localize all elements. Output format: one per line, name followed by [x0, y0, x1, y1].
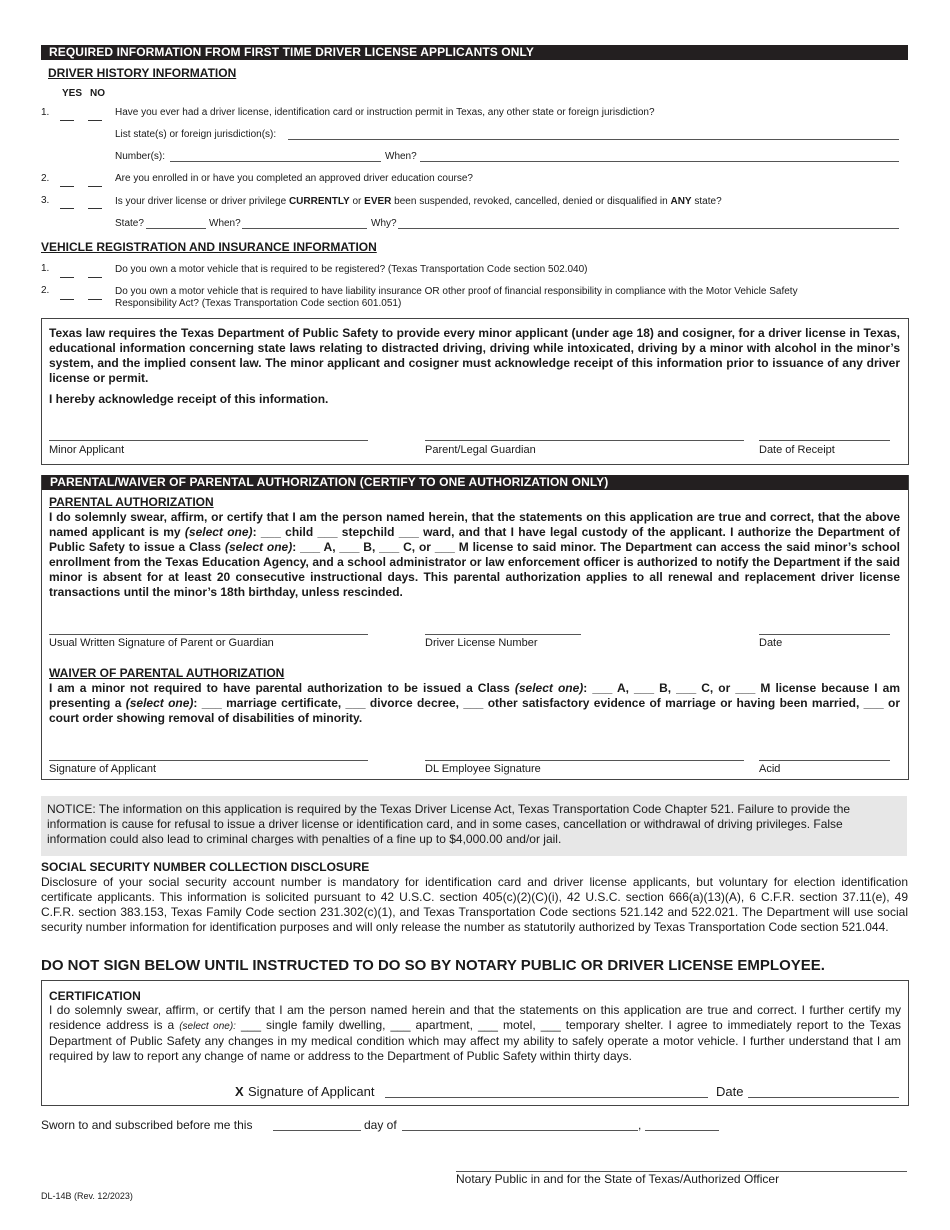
parental-title: PARENTAL AUTHORIZATION [49, 495, 214, 509]
no-header: NO [90, 88, 105, 99]
parent-sig-line[interactable] [49, 634, 368, 635]
parent-date-label: Date [759, 637, 783, 649]
dh-q2-yes[interactable] [60, 176, 74, 187]
waiver-title: WAIVER OF PARENTAL AUTHORIZATION [49, 666, 285, 680]
dh-q3-no[interactable] [88, 198, 102, 209]
dl-employee-sig-line[interactable] [425, 760, 744, 761]
dh-q1-text: Have you ever had a driver license, identification card or instruction permit in Texas, any other state or foreign jurisdiction? [115, 107, 655, 118]
dh-q3-state-field[interactable] [146, 228, 206, 229]
parental-bar: PARENTAL/WAIVER OF PARENTAL AUTHORIZATION (CERTIFY TO ONE AUTHORIZATION ONLY) [42, 475, 908, 490]
minor-law-text: Texas law requires the Texas Department of Public Safety to provide every minor applicant (under age 18) and cosigner, for a driver license in Texas, educational information concerning state laws relating to distracted driving, driving while intoxicated, driving by a minor with alcohol in the minor’s system, and the implied consent law. The minor applicant and cosigner must acknowledge receipt of this information prior to issuance of any driver license or permit. [49, 326, 900, 385]
ssn-title: SOCIAL SECURITY NUMBER COLLECTION DISCLOSURE [41, 860, 370, 874]
dh-q3-number: 3. [41, 195, 50, 206]
notice-text: NOTICE: The information on this application is required by the Texas Driver License Act, Texas Transportation Code Chapter 521. Failure to provide the information is cause for refusal to issue a driver license or identification card, and in some cases, cancellation or withdrawal of driving privileges. False information could also lead to criminal charges with penalties of a fine up to $4,000.00 and/or jail. [47, 802, 851, 846]
dh-q3-why-label: Why? [371, 218, 397, 229]
dh-q1-when-field[interactable] [420, 161, 899, 162]
dh-q3-yes[interactable] [60, 198, 74, 209]
do-not-sign-warning: DO NOT SIGN BELOW UNTIL INSTRUCTED TO DO SO BY NOTARY PUBLIC OR DRIVER LICENSE EMPLOYEE. [41, 957, 825, 974]
receipt-date-line[interactable] [759, 440, 890, 441]
sworn-comma: , [638, 1118, 642, 1132]
dh-q1-when-label: When? [385, 151, 417, 162]
veh-q1-no[interactable] [88, 267, 102, 278]
dh-q1-number-field[interactable] [170, 161, 381, 162]
guardian-sig-line[interactable] [425, 440, 744, 441]
notary-label: Notary Public in and for the State of Texas/Authorized Officer [456, 1172, 780, 1186]
cert-sig-line[interactable] [385, 1097, 708, 1098]
veh-q2-text: Do you own a motor vehicle that is required to have liability insurance OR other proof of financial responsibility in compliance with the Motor Vehicle Safety Responsibility Act? (Texas Transportation Code section 601.051) [115, 286, 798, 309]
sworn-text: Sworn to and subscribed before me this [41, 1118, 253, 1132]
waiver-text: I am a minor not required to have parental authorization to be issued a Class (select one): ___ A, ___ B, ___ C, or ___ M license because I am presenting a (select one): ___ marriage certificate, ___ divorce decree, ___ other satisfactory evidence of marriage or having been married, ___ or court order showing removal of disabilities of minority. [49, 681, 900, 725]
dh-q3-when-field[interactable] [242, 228, 367, 229]
guardian-label: Parent/Legal Guardian [425, 444, 536, 456]
receipt-date-label: Date of Receipt [759, 444, 835, 456]
veh-q1-number: 1. [41, 263, 50, 274]
minor-ack-text: I hereby acknowledge receipt of this information. [49, 392, 329, 406]
dh-q1-number: 1. [41, 107, 50, 118]
ssn-text: Disclosure of your social security account number is mandatory for identification card and driver license applicants, but voluntary for election identification certificate applicants. This information is solicited pursuant to 42 U.S.C. section 405(c)(2)(C)(i), 42 U.S.C. section 666(a)(13)(A), 6 C.F.R. section 37.11(e), 49 C.F.R. section 383.153, Texas Family Code section 231.302(c)(1), and Texas Transportation Code sections 521.142 and 522.021. The Department will use social security number information for identification purposes and will only release the number as statutorily authorized by Texas Transportation Code section 521.044. [41, 875, 908, 934]
parental-text: I do solemnly swear, affirm, or certify that I am the person named herein, that the statements on this application are true and correct, that the above named applicant is my (select one): ___ child ___ stepchild ___ ward, and that I have legal custody of the applicant. I authorize the Department of Public Safety to issue a Class (select one): ___ A, ___ B, ___ C, or ___ M license to said minor. The Department can access the said minor’s school enrollment from the Texas Education Agency, and a school administrator or law enforcement officer is authorized to notify the Department if the said minor is absent for at least 20 consecutive instructional days. This parental authorization applies to all renewal and replacement driver license transactions until the minor’s 18th birthday, unless rescinded. [49, 510, 901, 599]
parent-sig-label: Usual Written Signature of Parent or Guardian [49, 637, 274, 649]
vehicle-title: VEHICLE REGISTRATION AND INSURANCE INFORMATION [41, 240, 377, 254]
dh-q1-no[interactable] [88, 110, 102, 121]
certification-text: I do solemnly swear, affirm, or certify that I am the person named herein and that the statements on this application are true and correct. I further certify my residence address is a (select one): ___ single family dwelling, ___ apartment, ___ motel, ___ temporary shelter. I agree to immediately report to the Texas Department of Public Safety any changes in my medical condition which may affect my ability to safely operate a motor vehicle. I further understand that I am required by law to report any change of name or address to the Department of Public Safety within thirty days. [49, 1003, 901, 1063]
parent-dl-number-line[interactable] [425, 634, 581, 635]
dh-q3-state-label: State? [115, 218, 144, 229]
section-header-first-time: REQUIRED INFORMATION FROM FIRST TIME DRIVER LICENSE APPLICANTS ONLY [41, 45, 908, 60]
driver-history-title: DRIVER HISTORY INFORMATION [48, 66, 237, 80]
acid-line[interactable] [759, 760, 890, 761]
minor-applicant-label: Minor Applicant [49, 444, 125, 456]
dh-q2-number: 2. [41, 173, 50, 184]
veh-q2-number: 2. [41, 285, 50, 296]
sworn-day-line[interactable] [273, 1130, 361, 1131]
dh-q3-text: Is your driver license or driver privilege CURRENTLY or EVER been suspended, revoked, cancelled, denied or disqualified in ANY state? [115, 196, 722, 207]
dh-q1-list-field[interactable] [288, 139, 899, 140]
dh-q2-no[interactable] [88, 176, 102, 187]
sworn-year-line[interactable] [645, 1130, 719, 1131]
certification-title: CERTIFICATION [49, 989, 141, 1003]
dh-q3-why-field[interactable] [398, 228, 899, 229]
dh-q1-number-label: Number(s): [115, 151, 166, 162]
dh-q2-text: Are you enrolled in or have you completed an approved driver education course? [115, 173, 473, 184]
form-id: DL-14B (Rev. 12/2023) [41, 1191, 133, 1201]
signature-x-mark: X [235, 1084, 244, 1099]
dh-q3-when-label: When? [209, 218, 241, 229]
veh-q2-yes[interactable] [60, 289, 74, 300]
applicant-sig-label: Signature of Applicant [49, 763, 157, 775]
parent-date-line[interactable] [759, 634, 890, 635]
cert-sig-label: Signature of Applicant [248, 1084, 375, 1099]
dh-q1-yes[interactable] [60, 110, 74, 121]
sworn-day-of: day of [364, 1118, 397, 1132]
cert-date-line[interactable] [748, 1097, 899, 1098]
veh-q1-text: Do you own a motor vehicle that is required to be registered? (Texas Transportation Code section 502.040) [115, 264, 588, 275]
acid-label: Acid [759, 763, 781, 775]
parent-dl-number-label: Driver License Number [425, 637, 538, 649]
veh-q2-no[interactable] [88, 289, 102, 300]
dl-employee-sig-label: DL Employee Signature [425, 763, 541, 775]
veh-q1-yes[interactable] [60, 267, 74, 278]
dh-q1-list-label: List state(s) or foreign jurisdiction(s): [115, 129, 277, 140]
minor-applicant-sig-line[interactable] [49, 440, 368, 441]
sworn-month-line[interactable] [402, 1130, 638, 1131]
yes-header: YES [62, 88, 83, 99]
applicant-sig-line[interactable] [49, 760, 368, 761]
cert-date-label: Date [716, 1084, 744, 1099]
